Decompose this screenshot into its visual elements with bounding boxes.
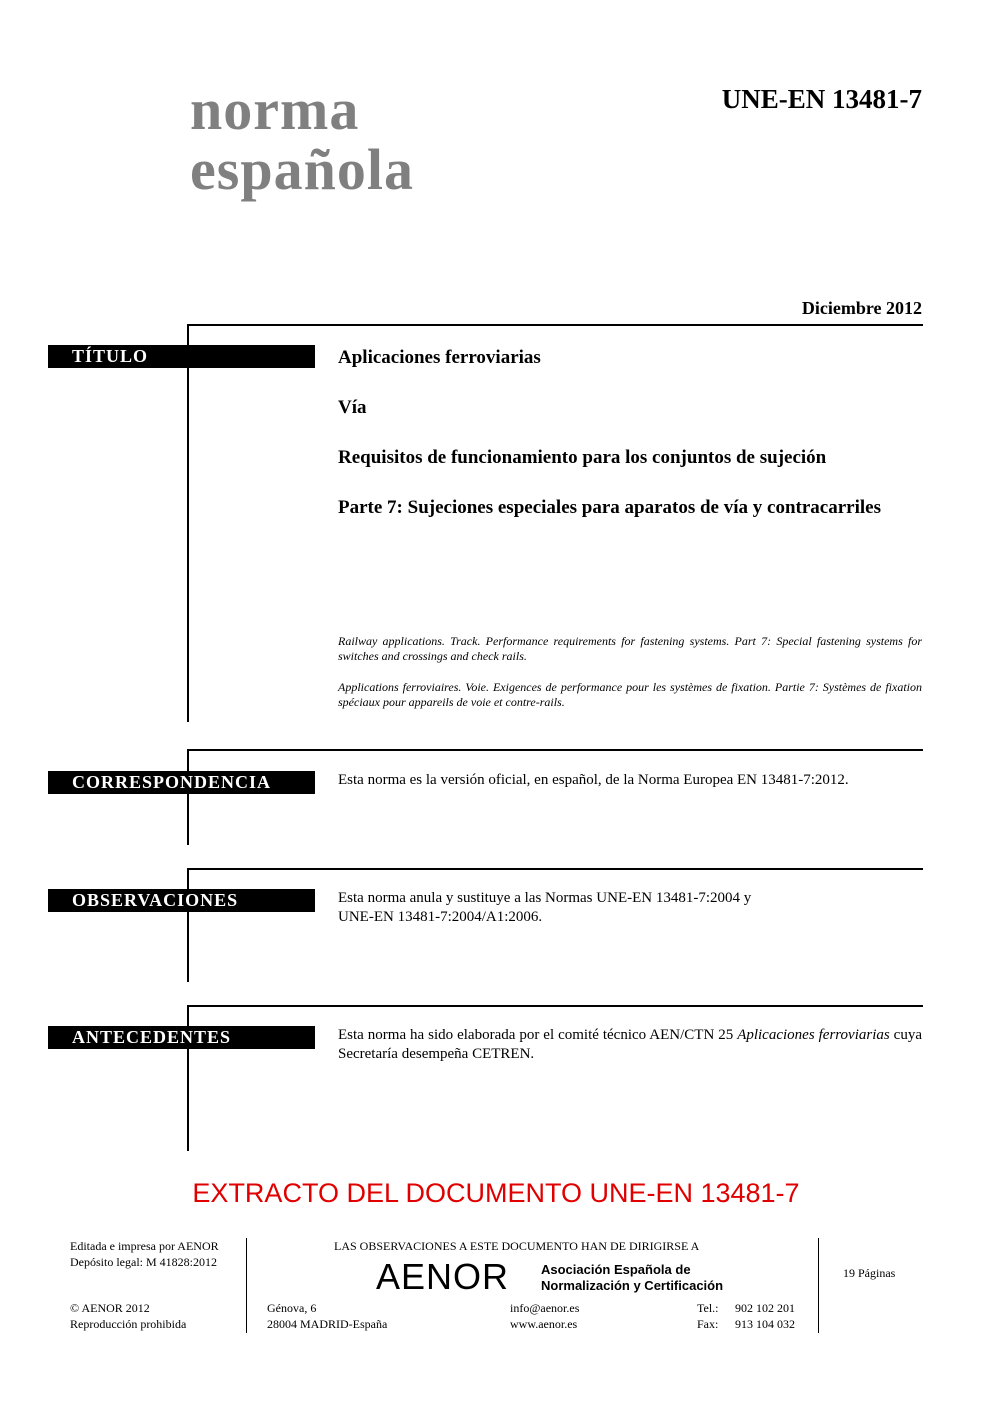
footer-observations-notice: LAS OBSERVACIONES A ESTE DOCUMENTO HAN DE DIRIGIRSE A [334,1239,700,1253]
observaciones-text [338,889,922,927]
footer-deposit: Depósito legal: M 41828:2012 [70,1255,217,1269]
antecedentes-committee-name: Aplicaciones ferroviarias [737,1027,890,1043]
titulo-left-rule [187,324,189,722]
footer-phone-labels [697,1300,719,1332]
standard-code: UNE-EN 13481-7 [721,84,922,114]
footer-fax: 913 104 032 [735,1317,795,1331]
brand-line-2: española [190,137,414,202]
footer-tel-label: Tel.: [697,1301,719,1315]
footer-copyright: © AENOR 2012 [70,1301,150,1315]
observaciones-left-rule [187,868,189,982]
label-titulo: TÍTULO [48,345,315,368]
french-title: Applications ferroviaires. Voie. Exigences de performance pour les systèmes de fixation. Partie 7: Systèmes de fixation spéciaux pour appareils de voie et contre-rails. [338,680,922,709]
title-line-1: Aplicaciones ferroviarias [338,347,541,368]
footer-page-count: 19 Páginas [843,1266,896,1280]
label-observaciones: OBSERVACIONES [48,889,315,912]
aenor-org-line-2: Normalización y Certificación [541,1278,724,1293]
publication-date: Diciembre 2012 [801,298,922,318]
footer-reproduction: Reproducción prohibida [70,1317,187,1331]
brand-line-1: norma [190,77,360,142]
aenor-logo: AENOR [376,1256,510,1297]
footer-divider-left [246,1238,247,1333]
footer-divider-right [818,1238,819,1333]
antecedentes-top-rule [187,1005,923,1007]
footer-web[interactable]: www.aenor.es [510,1317,578,1331]
footer-fax-label: Fax: [697,1317,719,1331]
observaciones-top-rule [187,868,923,870]
antecedentes-text [338,1026,922,1064]
title-line-3: Requisitos de funcionamiento para los conjuntos de sujeción [338,447,827,468]
aenor-org-line-1: Asociación Española de [541,1262,691,1277]
extract-notice: EXTRACTO DEL DOCUMENTO UNE-EN 13481-7 [192,1178,800,1208]
footer-email[interactable]: info@aenor.es [510,1301,580,1315]
footer-edition-info [70,1238,219,1270]
titulo-top-rule [187,324,923,326]
observaciones-text-line-2: UNE-EN 13481-7:2004/A1:2006. [338,909,543,925]
footer-edited: Editada e impresa por AENOR [70,1239,219,1253]
title-line-2: Vía [338,397,367,418]
correspondencia-text: Esta norma es la versión oficial, en español, de la Norma Europea EN 13481-7:2012. [338,772,849,788]
footer-contact [510,1300,579,1332]
correspondencia-left-rule [187,749,189,845]
english-title: Railway applications. Track. Performance requirements for fastening systems. Part 7: Special fastening systems for switches and crossings and check rails. [338,634,922,663]
footer-address-line-2: 28004 MADRID-España [267,1317,388,1331]
title-line-4: Parte 7: Sujeciones especiales para aparatos de vía y contracarriles [338,497,881,518]
footer-address-line-1: Génova, 6 [267,1301,317,1315]
footer-tel: 902 102 201 [735,1301,795,1315]
antecedentes-text-prefix: Esta norma ha sido elaborada por el comité técnico AEN/CTN 25 [338,1027,738,1043]
observaciones-text-line-1: Esta norma anula y sustituye a las Normas UNE-EN 13481-7:2004 y [338,890,752,906]
brand-title [190,77,414,202]
antecedentes-text-suffix: cuya Secretaría desempeña CETREN. [338,1027,923,1062]
label-antecedentes: ANTECEDENTES [48,1026,315,1049]
correspondencia-top-rule [187,749,923,751]
footer-copyright-info [70,1300,186,1332]
label-correspondencia: CORRESPONDENCIA [48,771,315,794]
footer-phone-numbers [735,1300,795,1332]
aenor-org-name [541,1262,723,1294]
footer-address [267,1300,387,1332]
